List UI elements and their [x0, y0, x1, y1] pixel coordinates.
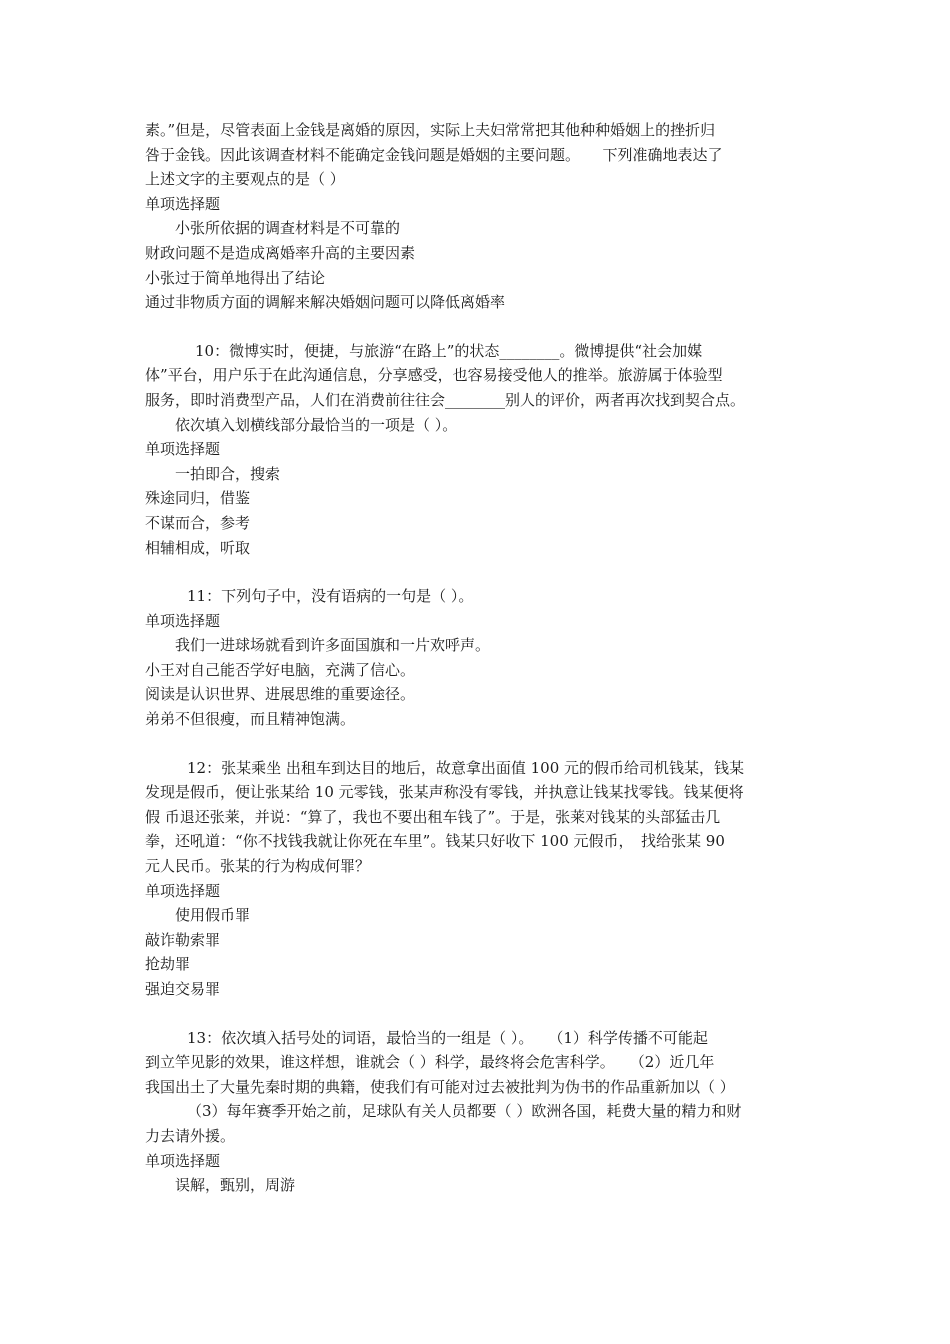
option-c: 抢劫罪	[145, 955, 191, 974]
option-d: 强迫交易罪	[145, 980, 221, 998]
question-type-label: 单项选择题	[145, 194, 221, 213]
question-type-label: 单项选择题	[145, 611, 221, 630]
question-13	[145, 1026, 835, 1198]
question-11	[145, 584, 835, 732]
question-text-line: 11：下列句子中，没有语病的一句是（ ）。	[187, 587, 474, 606]
option-c: 不谋而合，参考	[145, 513, 251, 532]
question-text-line: 10：微博实时，便捷，与旅游“在路上”的状态________。微博提供“社会加媒	[195, 341, 703, 360]
question-text-line: 假 币退还张莱，并说：“算了，我也不要出租车钱了”。于是，张莱对钱某的头部猛击几	[145, 807, 721, 826]
option-a: 一拍即合，搜索	[175, 464, 281, 483]
question-type-label: 单项选择题	[145, 440, 221, 459]
question-type-label: 单项选择题	[145, 881, 221, 900]
question-continuation	[145, 118, 835, 315]
option-c: 阅读是认识世界、进展思维的重要途径。	[145, 685, 416, 704]
question-text-line: 12：张某乘坐 出租车到达目的地后，故意拿出面值 100 元的假币给司机钱某，钱某	[187, 758, 745, 777]
option-a: 误解，甄别，周游	[175, 1176, 296, 1195]
option-d: 通过非物质方面的调解来解决婚姻问题可以降低离婚率	[145, 293, 506, 312]
question-10	[145, 339, 835, 560]
question-type-label: 单项选择题	[145, 1151, 221, 1170]
question-12	[145, 756, 835, 1002]
option-d: 相辅相成，听取	[145, 538, 251, 557]
document-body	[145, 118, 835, 1198]
option-c: 小张过于简单地得出了结论	[145, 268, 326, 287]
option-d: 弟弟不但很瘦，而且精神饱满。	[145, 710, 356, 729]
question-text-line: （3）每年赛季开始之前，足球队有关人员都要（ ）欧洲各国，耗费大量的精力和财	[187, 1102, 742, 1121]
option-b: 财政问题不是造成离婚率升高的主要因素	[145, 243, 416, 262]
option-b: 小王对自己能否学好电脑，充满了信心。	[145, 660, 416, 679]
question-text-line: 拳，还吼道：“你不找钱我就让你死在车里”。钱某只好收下 100 元假币， 找给张某 90	[145, 832, 725, 851]
question-text-line: 咎于金钱。因此该调查材料不能确定金钱问题是婚姻的主要问题。 下列准确地表达了	[145, 145, 723, 164]
question-text-line: 13：依次填入括号处的词语，最恰当的一组是（ ）。 （1）科学传播不可能起	[187, 1028, 708, 1047]
option-b: 殊途同归，借鉴	[145, 489, 251, 508]
question-text-line: 到立竿见影的效果，谁这样想，谁就会（ ）科学，最终将会危害科学。 （2）近几年	[145, 1053, 715, 1072]
option-a: 我们一进球场就看到许多面国旗和一片欢呼声。	[175, 636, 491, 655]
question-text-line: 上述文字的主要观点的是（ ）	[145, 170, 345, 189]
option-a: 使用假币罪	[175, 906, 251, 925]
question-text-line: 服务，即时消费型产品，人们在消费前往往会________别人的评价，两者再次找到契合点。	[145, 390, 746, 409]
question-text-line: 发现是假币，便让张某给 10 元零钱，张某声称没有零钱，并执意让钱某找零钱。钱某便将	[145, 783, 744, 802]
question-text-line: 元人民币。张某的行为构成何罪？	[145, 857, 371, 876]
question-text-line: 力去请外援。	[145, 1126, 236, 1145]
question-text-line: 我国出土了大量先秦时期的典籍，使我们有可能对过去被批判为伪书的作品重新加以（ ）	[145, 1077, 735, 1096]
question-text-line: 体”平台，用户乐于在此沟通信息，分享感受，也容易接受他人的推举。旅游属于体验型	[145, 366, 723, 385]
option-b: 敲诈勒索罪	[145, 930, 221, 949]
question-text-line: 素。”但是，尽管表面上金钱是离婚的原因，实际上夫妇常常把其他种种婚姻上的挫折归	[145, 121, 716, 139]
question-text-line: 依次填入划横线部分最恰当的一项是（ ）。	[175, 415, 458, 434]
option-a: 小张所依据的调查材料是不可靠的	[175, 219, 401, 238]
